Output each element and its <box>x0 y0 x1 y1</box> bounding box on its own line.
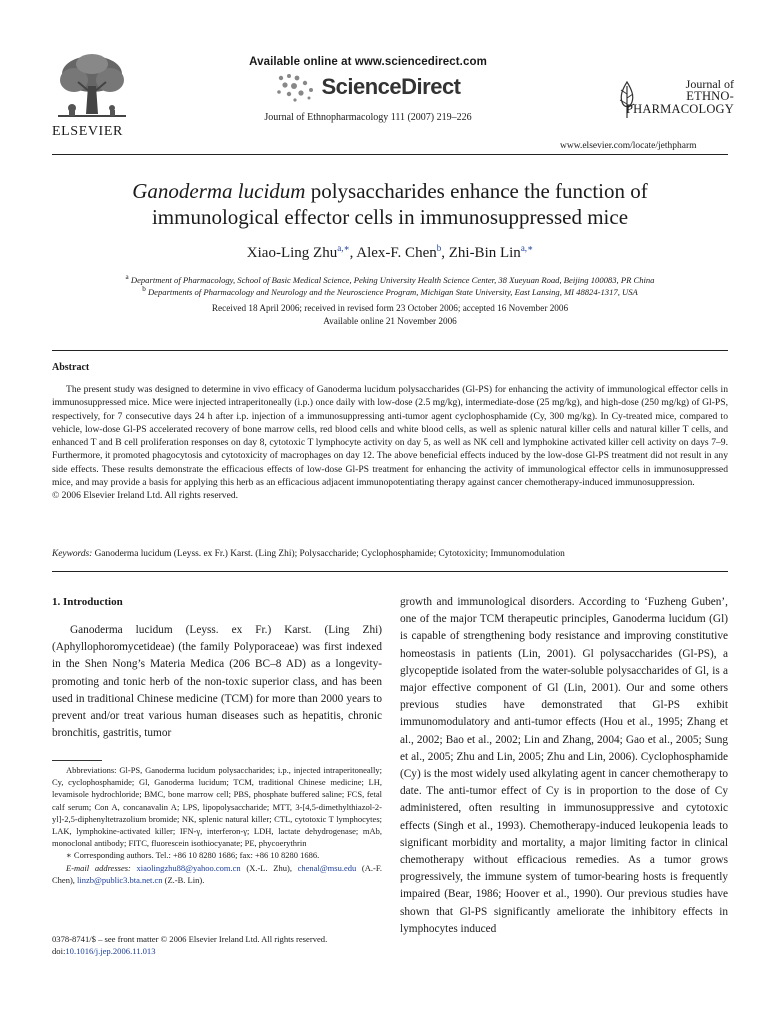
front-matter-line: 0378-8741/$ – see front matter © 2006 Elsevier Ireland Ltd. All rights reserved. <box>52 934 328 944</box>
intro-paragraph: Ganoderma lucidum (Leyss. ex Fr.) Karst. (Ling Zhi) (Aphyllophoromycetideae) (the family Polyporaceae) was first indexed in the Shen Nong’s Materia Medica (206 BC–8 AD) as a longevity-promoting and tonic herb of the non-toxic superior class, and has been used in traditional Chinese medicine (TCM) for more than 2000 years to prevent and/or treat various human diseases such as hepatitis, chronic bronchitis, gastritis, tumor <box>52 624 382 740</box>
author-list: Xiao-Ling Zhu$^{a,∗}$, Alex-F. Chen$^b$, Zhi-Bin Lin$^{a,∗}$ <box>246 243 534 261</box>
article-title <box>52 178 728 230</box>
doi-label: doi: <box>52 946 66 957</box>
abstract-copyright: © 2006 Elsevier Ireland Ltd. All rights reserved. <box>52 490 239 502</box>
affiliation-text: Departments of Pharmacology and Neurology and the Neuroscience Program, Michigan State University, East Lansing, MI 48824-1317, USA <box>147 286 638 297</box>
affiliation-mark: b <box>142 285 146 293</box>
available-online-date: Available online 21 November 2006 <box>323 316 457 326</box>
email-link-zhu[interactable]: xiaolingzhu88@yahoo.com.cn <box>136 862 241 873</box>
abstract-bottom-rule <box>52 571 728 572</box>
publisher-name: ELSEVIER <box>52 124 123 139</box>
author-name: Alex-F. Chen <box>356 245 437 261</box>
email-owner: (A.-F. Chen), <box>52 862 382 885</box>
journal-logo-line3: PHARMACOLOGY <box>626 102 734 116</box>
abstract-body <box>52 383 728 503</box>
email-owner: (Z.-B. Lin). <box>162 874 205 885</box>
keywords-label: Keywords: <box>52 549 93 559</box>
sciencedirect-logo <box>230 72 506 102</box>
affiliation-b <box>52 283 728 298</box>
email-link-chen[interactable]: chenal@msu.edu <box>297 862 357 873</box>
email-footnote <box>52 862 382 886</box>
header-center <box>230 56 506 123</box>
available-online: Available online at www.sciencedirect.com <box>249 56 487 68</box>
abstract-top-rule <box>52 350 728 351</box>
intro-left-column <box>52 622 382 742</box>
author-sup[interactable]: a,∗ <box>520 243 534 253</box>
received-dates: Received 18 April 2006; received in revised form 23 October 2006; accepted 16 November 2006 <box>211 303 569 313</box>
corresponding-footnote: ∗ Corresponding authors. Tel.: +86 10 8280 1686; fax: +86 10 8280 1686. <box>66 850 320 861</box>
affiliation-mark: a <box>125 273 129 281</box>
author-name: Zhi-Bin Lin <box>448 245 521 261</box>
abstract-heading: Abstract <box>52 362 90 373</box>
email-link-lin[interactable]: linzb@public3.bta.net.cn <box>77 874 163 885</box>
author-sup[interactable]: a,∗ <box>337 243 350 253</box>
intro-right-column <box>400 594 728 938</box>
email-owner: (X.-L. Zhu), <box>240 862 292 873</box>
author-name: Xiao-Ling Zhu <box>246 245 338 261</box>
journal-url[interactable]: www.elsevier.com/locate/jethpharm <box>560 141 697 151</box>
issn-doi <box>52 933 392 958</box>
abbreviations-footnote: Abbreviations: Gl-PS, Ganoderma lucidum polysaccharides; i.p., injected intraperitoneally; Cy, cyclophosphamide; Gl, Ganoderma lucidum; TCM, traditional Chinese medicine; LH, levamisole hydrochloride; BMC, bone marrow cell; PBS, phosphate buffered saline; FCS, fetal calf serum; Con A, concanavalin A; LPS, lipopolysaccharide; MTT, 3-[4,5-dimethylthiazol-2-yl]-2,5-diphenyltetrazolium bromide; NK, splenic natural killer; CTL, cytotoxic T lymphocytes; LAK, lymphokine-activated killer; IFN-γ, interferon-γ; LDH, lactate dehydrogenase; mAb, monoclonal antibody; FITC, fluorescein isothiocyanate; PE, phycoerythrin <box>52 765 382 849</box>
elsevier-tree-logo <box>52 52 130 124</box>
journal-citation: Journal of Ethnopharmacology 111 (2007) 219–226 <box>264 112 472 123</box>
email-label: E-mail addresses: <box>66 862 131 873</box>
keywords <box>52 549 728 559</box>
journal-logo-line2: ETHNO- <box>686 89 734 103</box>
sciencedirect-brand: ScienceDirect <box>321 74 461 99</box>
abstract-text: The present study was designed to determine in vivo efficacy of Ganoderma lucidum polysaccharides (Gl-PS) for enhancing the activity of immunological effector cells in immunosuppressed mice. Mice were injected intraperitoneally (i.p.) once daily with low-dose (2.5 mg/kg), intermediate-dose (25 mg/kg), and high-dose (250 mg/kg) of Gl-PS, respectively, for 7 consecutive days 24 h after i.p. injection of a immunosuppressing anti-tumor agent cyclophosphamide (Cy, 300 mg/kg). In Cy-treated mice, compared to vehicle, low-dose Gl-PS accelerated recovery of bone marrow cells, red blood cells and white blood cells, as well as splenic natural killer cells and natural killer T cells, and enhanced T and B cell proliferation responses on day 8, cytotoxic T lymphocyte activity on day 5, as well as NK cell and lymphokine activated killer cell activity on days 7–9. Furthermore, it promoted phagocytosis and cytotoxicity of macrophages on day 12. The above beneficial effects induced by the low-dose Gl-PS treatment did not result in any side effects. These results demonstrate the efficacious effects of low-dose Gl-PS treatment for enhancing the activity of immunological effector cells in immunosuppressed mice, and may provide a basis for applying this herb as an efficacious adjacent immunopotentiating therapy against cancer chemotherapy-induced immunosuppression. <box>52 384 728 489</box>
footnote-rule <box>52 760 102 761</box>
header-rule <box>52 154 728 155</box>
doi-link[interactable]: 10.1016/j.jep.2006.11.013 <box>65 946 156 957</box>
title-italic: Ganoderma lucidum <box>132 179 306 203</box>
sciencedirect-dots-icon <box>275 72 317 102</box>
intro-paragraph-continued: growth and immunological disorders. According to ‘Fuzheng Guben’, one of the major TCM therapeutic principles, Ganoderma lucidum (Gl) is capable of strengthening body resistance and improving constitutive homeostasis in patients (Lin, 2001). Gl polysaccharides (Gl-PS), a glycopeptide isolated from the water-soluble polysaccharides of Gl, is a major effective component of Gl (Lin, 2001). Our and some others previous studies have demonstrated that Gl-PS exhibit immunomodulatory and anti-tumor effects (Hou et al., 1995; Zhang et al., 2002; Bao et al., 2002; Lin and Zhang, 2004; Gao et al., 2005; Sung et al., 2005; Zhu and Lin, 2005; Zhu and Lin, 2006). Cyclophosphamide (Cy) is the most widely used alkylating agent in cancer chemotherapy to date. The anti-tumor effect of Cy is in proportion to the dose of Cy administered, often resulting in immunosuppressive and cytotoxic effects (Singh et al., 1993). Chemotherapy-induced leukopenia leads to significant morbidity and mortality, a major limiting factor in clinical chemotherapy without efficacious remedies. As a tumor grows progressively, the immune system of tumor-bearing hosts is frequently impaired (Bear, 1986; Hoover et al., 1990). Our previous studies have shown that Gl-PS significantly ameliorate the inhibitory effects in lymphocytes induced <box>400 596 728 935</box>
affiliation-text: Department of Pharmacology, School of Basic Medical Science, Peking University Health Science Center, 38 Xueyuan Road, Beijing 100083, PR China <box>130 274 655 285</box>
footnotes <box>52 764 382 886</box>
author-sup[interactable]: b <box>436 243 442 253</box>
title-line2: immunological effector cells in immunosuppressed mice <box>151 205 629 229</box>
journal-logo-line1: Journal of <box>685 77 734 91</box>
title-rest: polysaccharides enhance the function of <box>305 179 648 203</box>
keywords-text: Ganoderma lucidum (Leyss. ex Fr.) Karst. (Ling Zhi); Polysaccharide; Cyclophosphamide; Cytotoxicity; Immunomodulation <box>94 549 565 559</box>
section-heading-introduction: 1. Introduction <box>52 596 123 608</box>
journal-logo-text <box>614 78 734 116</box>
